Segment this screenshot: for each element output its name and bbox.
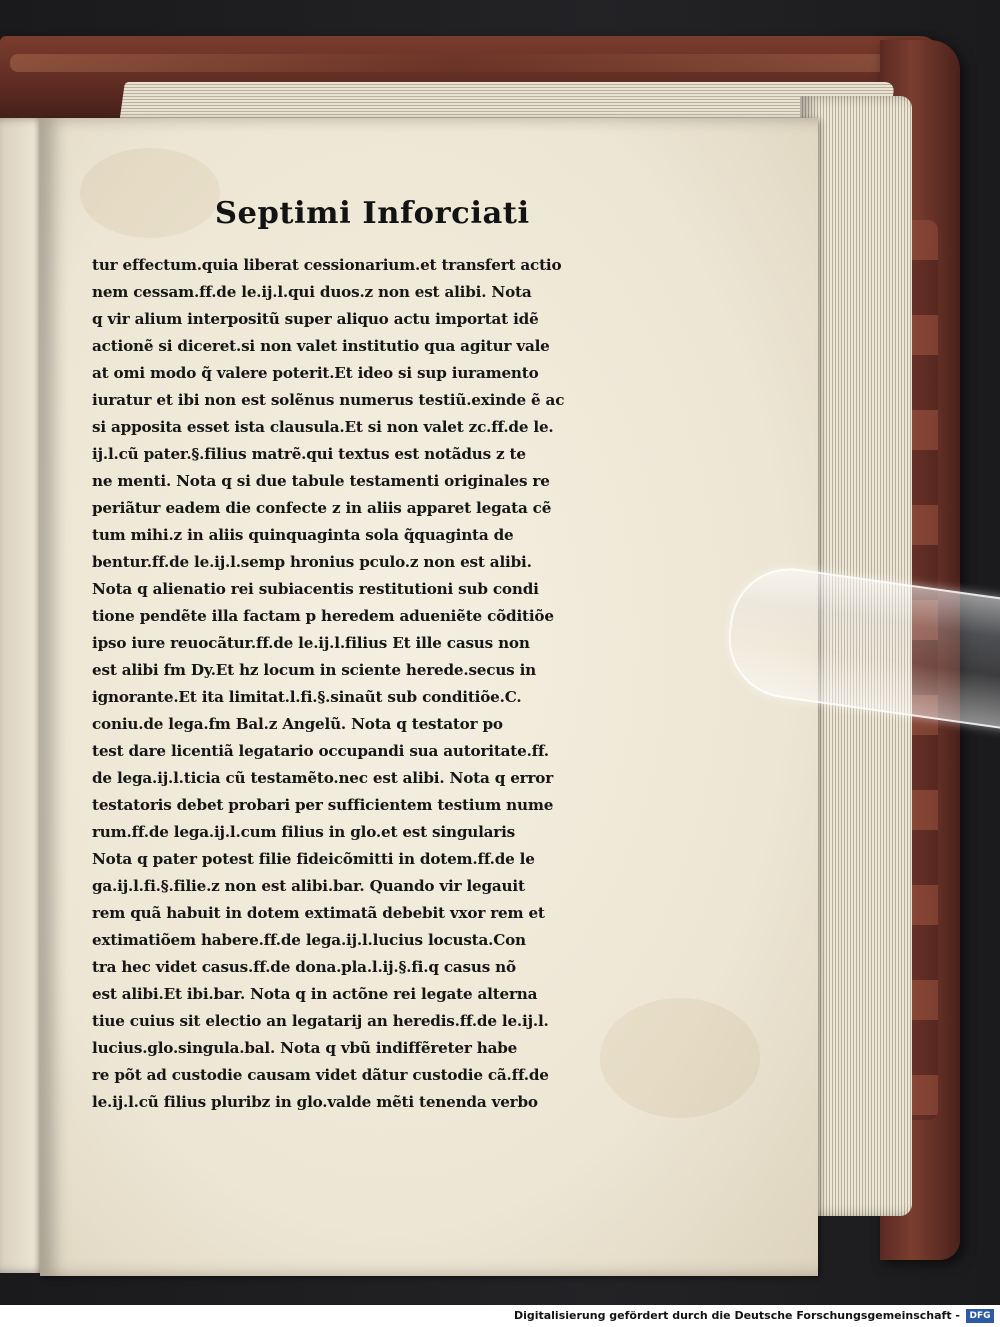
- text-line: ga.ij.l.fi.§.filie.z non est alibi.bar. Quando vir legauit: [92, 877, 525, 895]
- text-line: ipso iure reuocãtur.ff.de le.ij.l.filius Et ille casus non: [92, 634, 530, 652]
- text-line: bentur.ff.de le.ij.l.semp hronius pculo.z non est alibi.: [92, 553, 532, 571]
- text-line: est alibi fm Dy.Et hz locum in sciente herede.secus in: [92, 661, 537, 679]
- text-line: lucius.glo.singula.bal. Nota q vbũ indiffẽreter habe: [92, 1039, 518, 1057]
- text-line: at omi modo q̃ valere poterit.Et ideo si sup iuramento: [92, 364, 539, 382]
- text-line: coniu.de lega.fm Bal.z Angelũ. Nota q testator po: [92, 715, 503, 733]
- dfg-logo: DFG: [966, 1309, 994, 1323]
- text-line: ne menti. Nota q si due tabule testamenti originales re: [92, 472, 550, 490]
- paper-stain: [80, 148, 220, 238]
- text-line: nem cessam.ff.de le.ij.l.qui duos.z non est alibi. Nota: [92, 283, 532, 301]
- text-line: test dare licentiã legatario occupandi sua autoritate.ff.: [92, 742, 549, 760]
- funding-credit: Digitalisierung gefördert durch die Deutsche Forschungsgemeinschaft -: [513, 1309, 960, 1322]
- text-line: periãtur eadem die confecte z in aliis apparet legata cẽ: [92, 499, 552, 517]
- text-line: tra hec videt casus.ff.de dona.pla.l.ij.§.fi.q casus nõ: [92, 958, 516, 976]
- text-line: extimatiõem habere.ff.de lega.ij.l.lucius locusta.Con: [92, 931, 526, 949]
- text-line: tione pendẽte illa factam p heredem adueniẽte cõditiõe: [92, 607, 554, 625]
- text-line: de lega.ij.l.ticia cũ testamẽto.nec est alibi. Nota q error: [92, 769, 554, 787]
- text-line: tur effectum.quia liberat cessionarium.et transfert actio: [92, 256, 562, 274]
- text-line: tum mihi.z in aliis quinquaginta sola q̃quaginta de: [92, 526, 514, 544]
- text-line: iuratur et ibi non est solẽnus numerus testiũ.exinde ẽ ac: [92, 391, 565, 409]
- text-line: rum.ff.de lega.ij.l.cum filius in glo.et est singularis: [92, 823, 516, 841]
- text-line: actionẽ si diceret.si non valet institutio qua agitur vale: [92, 337, 550, 355]
- text-line: ignorante.Et ita limitat.l.fi.§.sinaũt sub conditiõe.C.: [92, 688, 522, 706]
- text-line: re põt ad custodie causam videt dãtur custodie cã.ff.de: [92, 1066, 549, 1084]
- running-head: Septimi Inforciati: [214, 196, 530, 231]
- text-line: Nota q pater potest filie fideicõmitti in dotem.ff.de le: [92, 850, 535, 868]
- text-line: le.ij.l.cũ filius pluribz in glo.valde mẽti tenenda verbo: [92, 1093, 538, 1111]
- text-line: ij.l.cũ pater.§.filius matrẽ.qui textus est notãdus z te: [92, 445, 526, 463]
- text-line: tiue cuius sit electio an legatarij an heredis.ff.de le.ij.l.: [92, 1012, 549, 1030]
- text-block: [92, 252, 632, 1116]
- text-line: testatoris debet probari per sufficientem testium nume: [92, 796, 554, 814]
- text-line: q vir alium interpositũ super aliquo actu importat idẽ: [92, 310, 539, 328]
- text-line: rem quã habuit in dotem extimatã debebit vxor rem et: [92, 904, 545, 922]
- text-line: Nota q alienatio rei subiacentis restitutioni sub condi: [92, 580, 539, 598]
- footer-bar: [0, 1305, 1000, 1327]
- text-line: si apposita esset ista clausula.Et si non valet zc.ff.de le.: [92, 418, 554, 436]
- text-line: est alibi.Et ibi.bar. Nota q in actõne rei legate alterna: [92, 985, 538, 1003]
